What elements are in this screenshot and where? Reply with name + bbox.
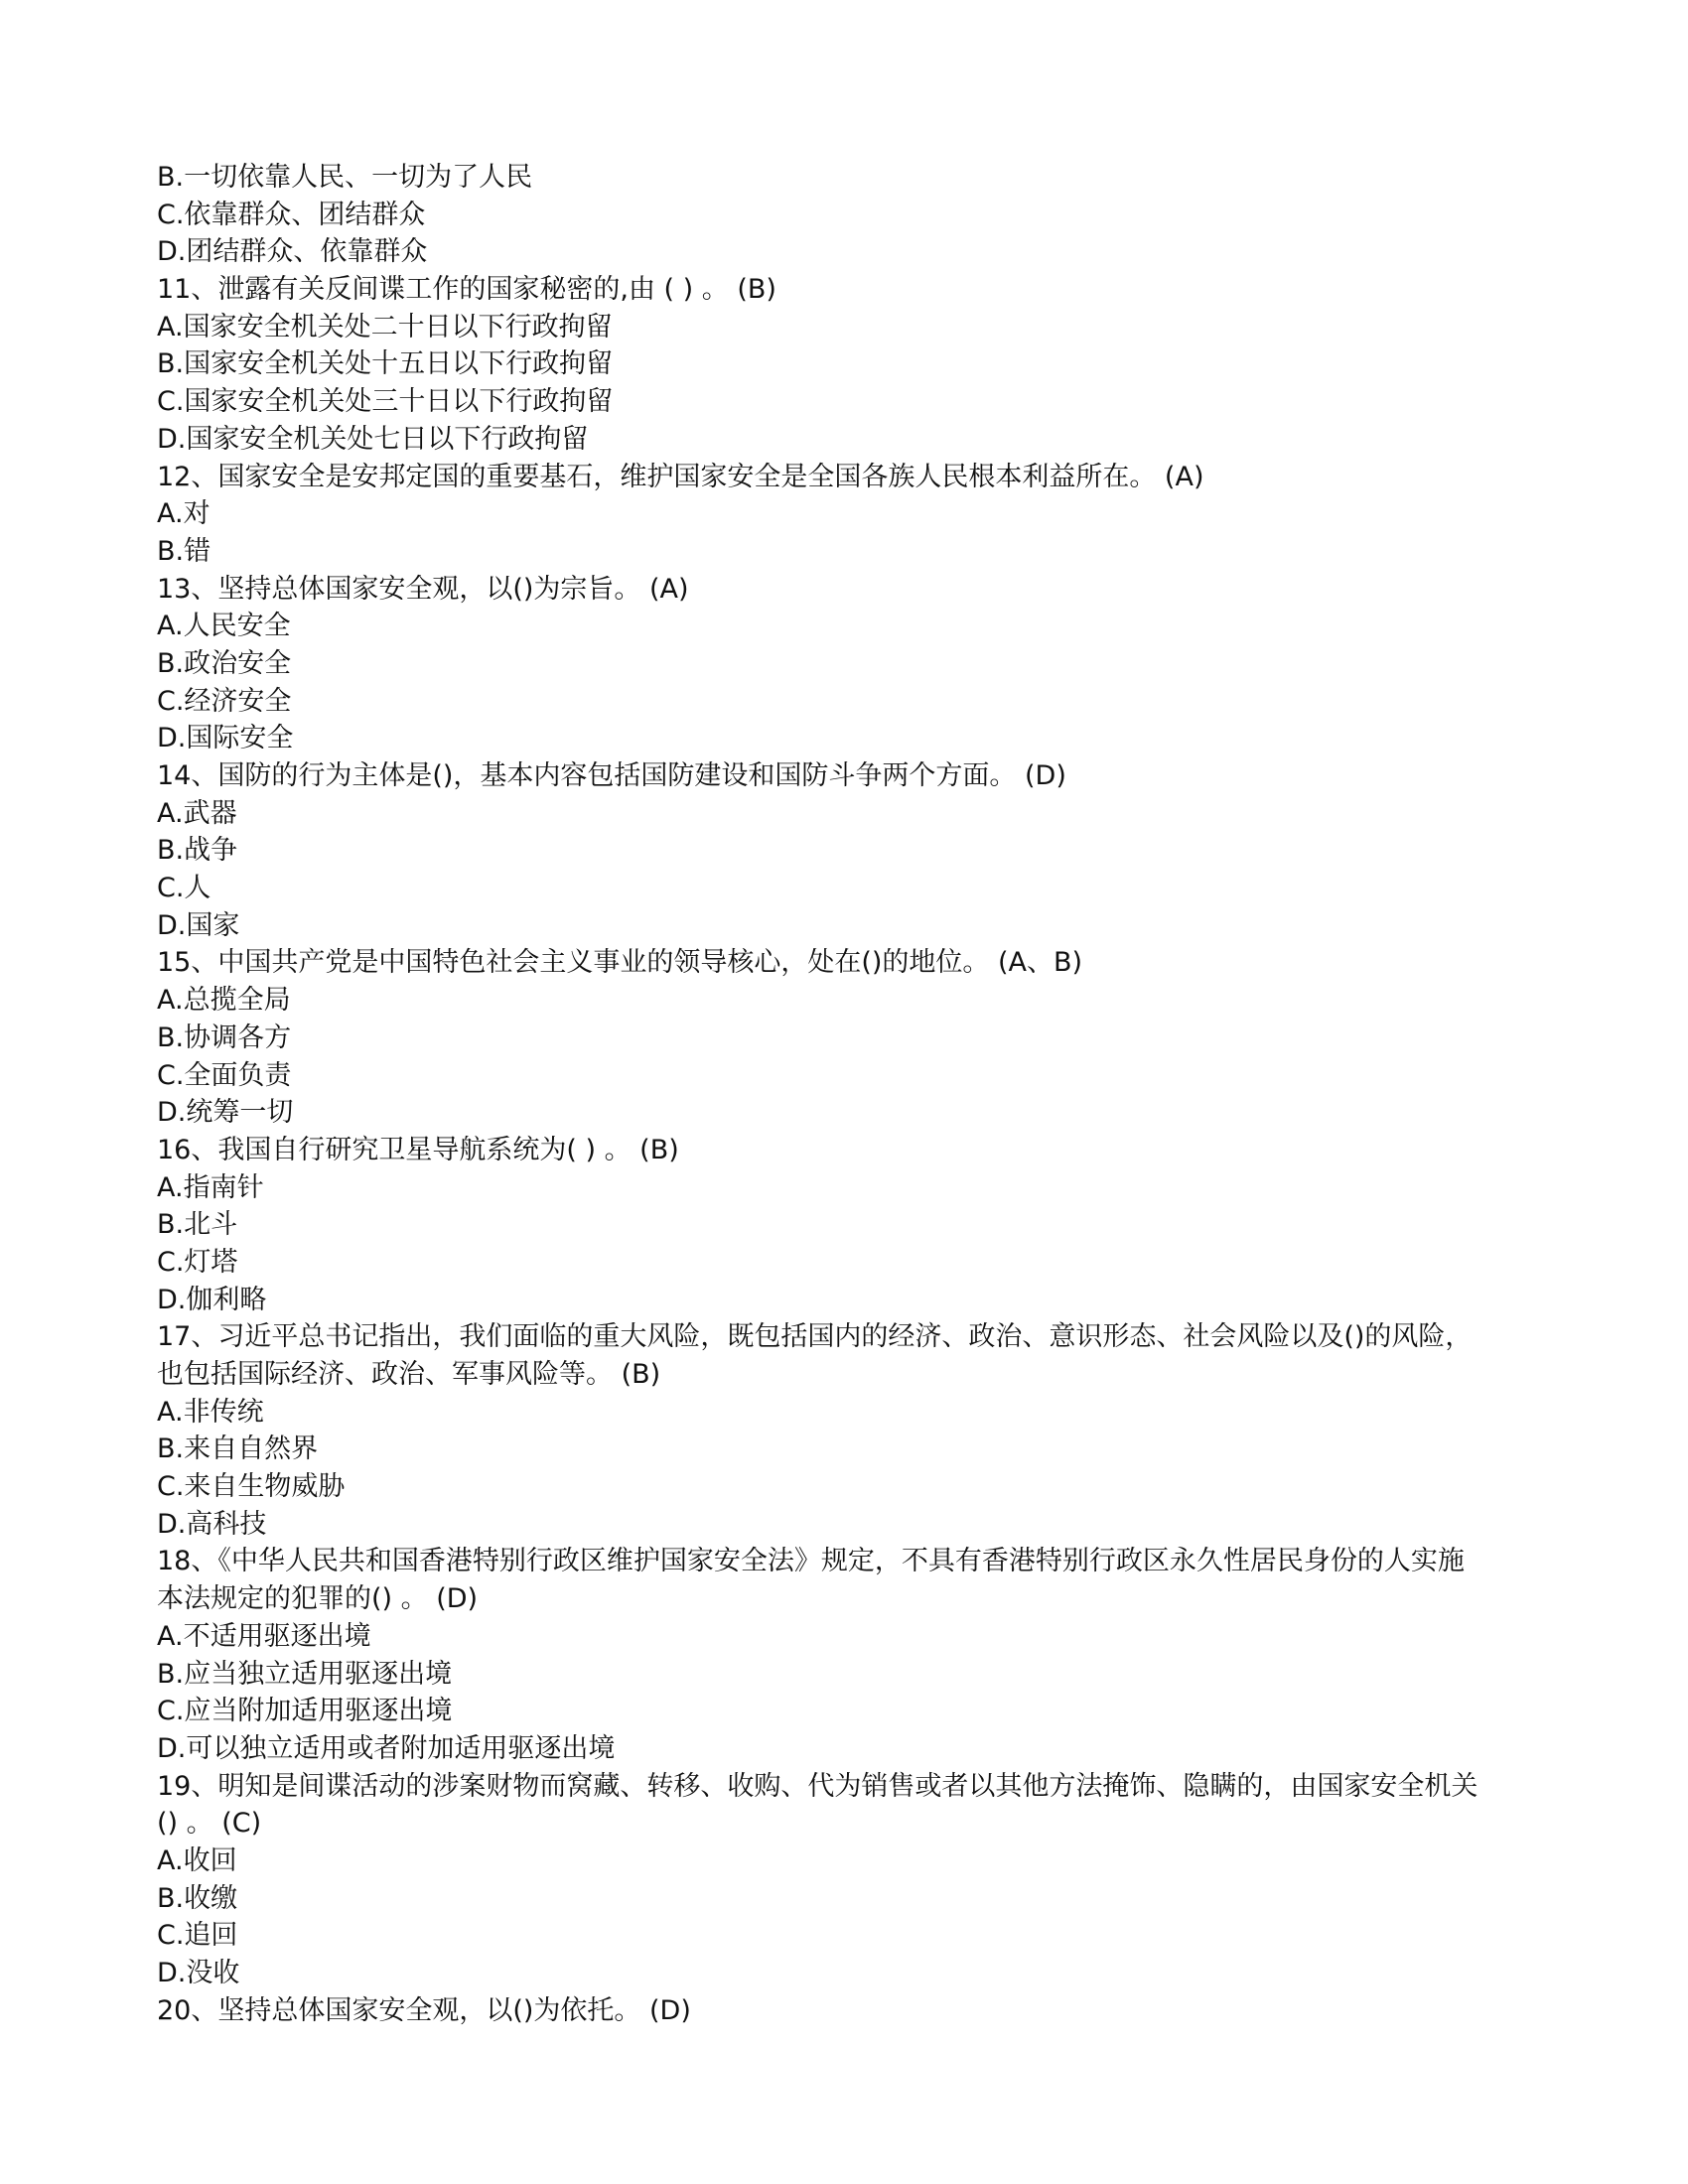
option-line: A.不适用驱逐出境 — [157, 1620, 371, 1652]
option-line: A.收回 — [157, 1844, 237, 1876]
option-line: C.全面负责 — [157, 1059, 292, 1091]
question-12: 12、国家安全是安邦定国的重要基石，维护国家安全是全国各族人民根本利益所在。 (A) — [157, 461, 1204, 492]
option-line: A.人民安全 — [157, 611, 291, 642]
option-line: D.可以独立适用或者附加适用驱逐出境 — [157, 1732, 616, 1764]
question-16: 16、我国自行研究卫星导航系统为( ) 。 (B) — [157, 1134, 679, 1165]
option-line: B.政治安全 — [157, 647, 292, 679]
option-line: D.高科技 — [157, 1508, 267, 1540]
option-line: B.来自自然界 — [157, 1433, 319, 1465]
question-14: 14、国防的行为主体是()，基本内容包括国防建设和国防斗争两个方面。 (D) — [157, 760, 1066, 791]
question-18: 18、《中华人民共和国香港特别行政区维护国家安全法》规定，不具有香港特别行政区永久性居民身份的人实施 — [157, 1546, 1465, 1577]
question-11: 11、泄露有关反间谍工作的国家秘密的,由 ( ) 。 (B) — [157, 274, 776, 306]
question-15: 15、中国共产党是中国特色社会主义事业的领导核心，处在()的地位。 (A、B) — [157, 947, 1083, 979]
question-17-continued: 也包括国际经济、政治、军事风险等。 (B) — [157, 1359, 661, 1390]
question-19: 19、明知是间谍活动的涉案财物而窝藏、转移、收购、代为销售或者以其他方法掩饰、隐瞒的，由国家安全机关 — [157, 1770, 1478, 1802]
option-line: C.追回 — [157, 1920, 238, 1952]
option-line: B.一切依靠人民、一切为了人民 — [157, 162, 533, 193]
option-line: C.依靠群众、团结群众 — [157, 199, 426, 230]
option-line: D.国家 — [157, 909, 240, 941]
option-line: A.指南针 — [157, 1171, 264, 1203]
option-line: B.收缴 — [157, 1882, 238, 1914]
option-line: B.战争 — [157, 835, 238, 867]
option-line: D.没收 — [157, 1958, 240, 1988]
option-line: A.对 — [157, 498, 211, 530]
option-line: C.国家安全机关处三十日以下行政拘留 — [157, 386, 614, 418]
question-20: 20、坚持总体国家安全观，以()为依托。 (D) — [157, 1994, 691, 2026]
option-line: C.灯塔 — [157, 1246, 238, 1278]
option-line: B.协调各方 — [157, 1022, 292, 1053]
option-line: D.国际安全 — [157, 723, 294, 754]
option-line: B.错 — [157, 535, 211, 567]
option-line: D.伽利略 — [157, 1284, 267, 1315]
question-19-continued: () 。 (C) — [157, 1808, 262, 1840]
option-line: D.统筹一切 — [157, 1097, 294, 1129]
option-line: A.非传统 — [157, 1396, 264, 1428]
option-line: C.人 — [157, 873, 211, 904]
option-line: D.国家安全机关处七日以下行政拘留 — [157, 423, 589, 455]
option-line: A.武器 — [157, 797, 237, 829]
question-17: 17、习近平总书记指出，我们面临的重大风险，既包括国内的经济、政治、意识形态、社会风险以及()的风险， — [157, 1321, 1473, 1353]
document-body — [157, 159, 1527, 2029]
option-line: B.北斗 — [157, 1209, 238, 1241]
option-line: C.应当附加适用驱逐出境 — [157, 1696, 453, 1727]
option-line: A.总揽全局 — [157, 985, 291, 1017]
option-line: C.来自生物威胁 — [157, 1471, 346, 1503]
question-13: 13、坚持总体国家安全观，以()为宗旨。 (A) — [157, 573, 689, 605]
option-line: B.国家安全机关处十五日以下行政拘留 — [157, 348, 614, 380]
option-line: B.应当独立适用驱逐出境 — [157, 1658, 453, 1690]
question-18-continued: 本法规定的犯罪的() 。 (D) — [157, 1583, 479, 1615]
option-line: C.经济安全 — [157, 685, 292, 717]
option-line: D.团结群众、依靠群众 — [157, 236, 428, 268]
option-line: A.国家安全机关处二十日以下行政拘留 — [157, 311, 613, 342]
